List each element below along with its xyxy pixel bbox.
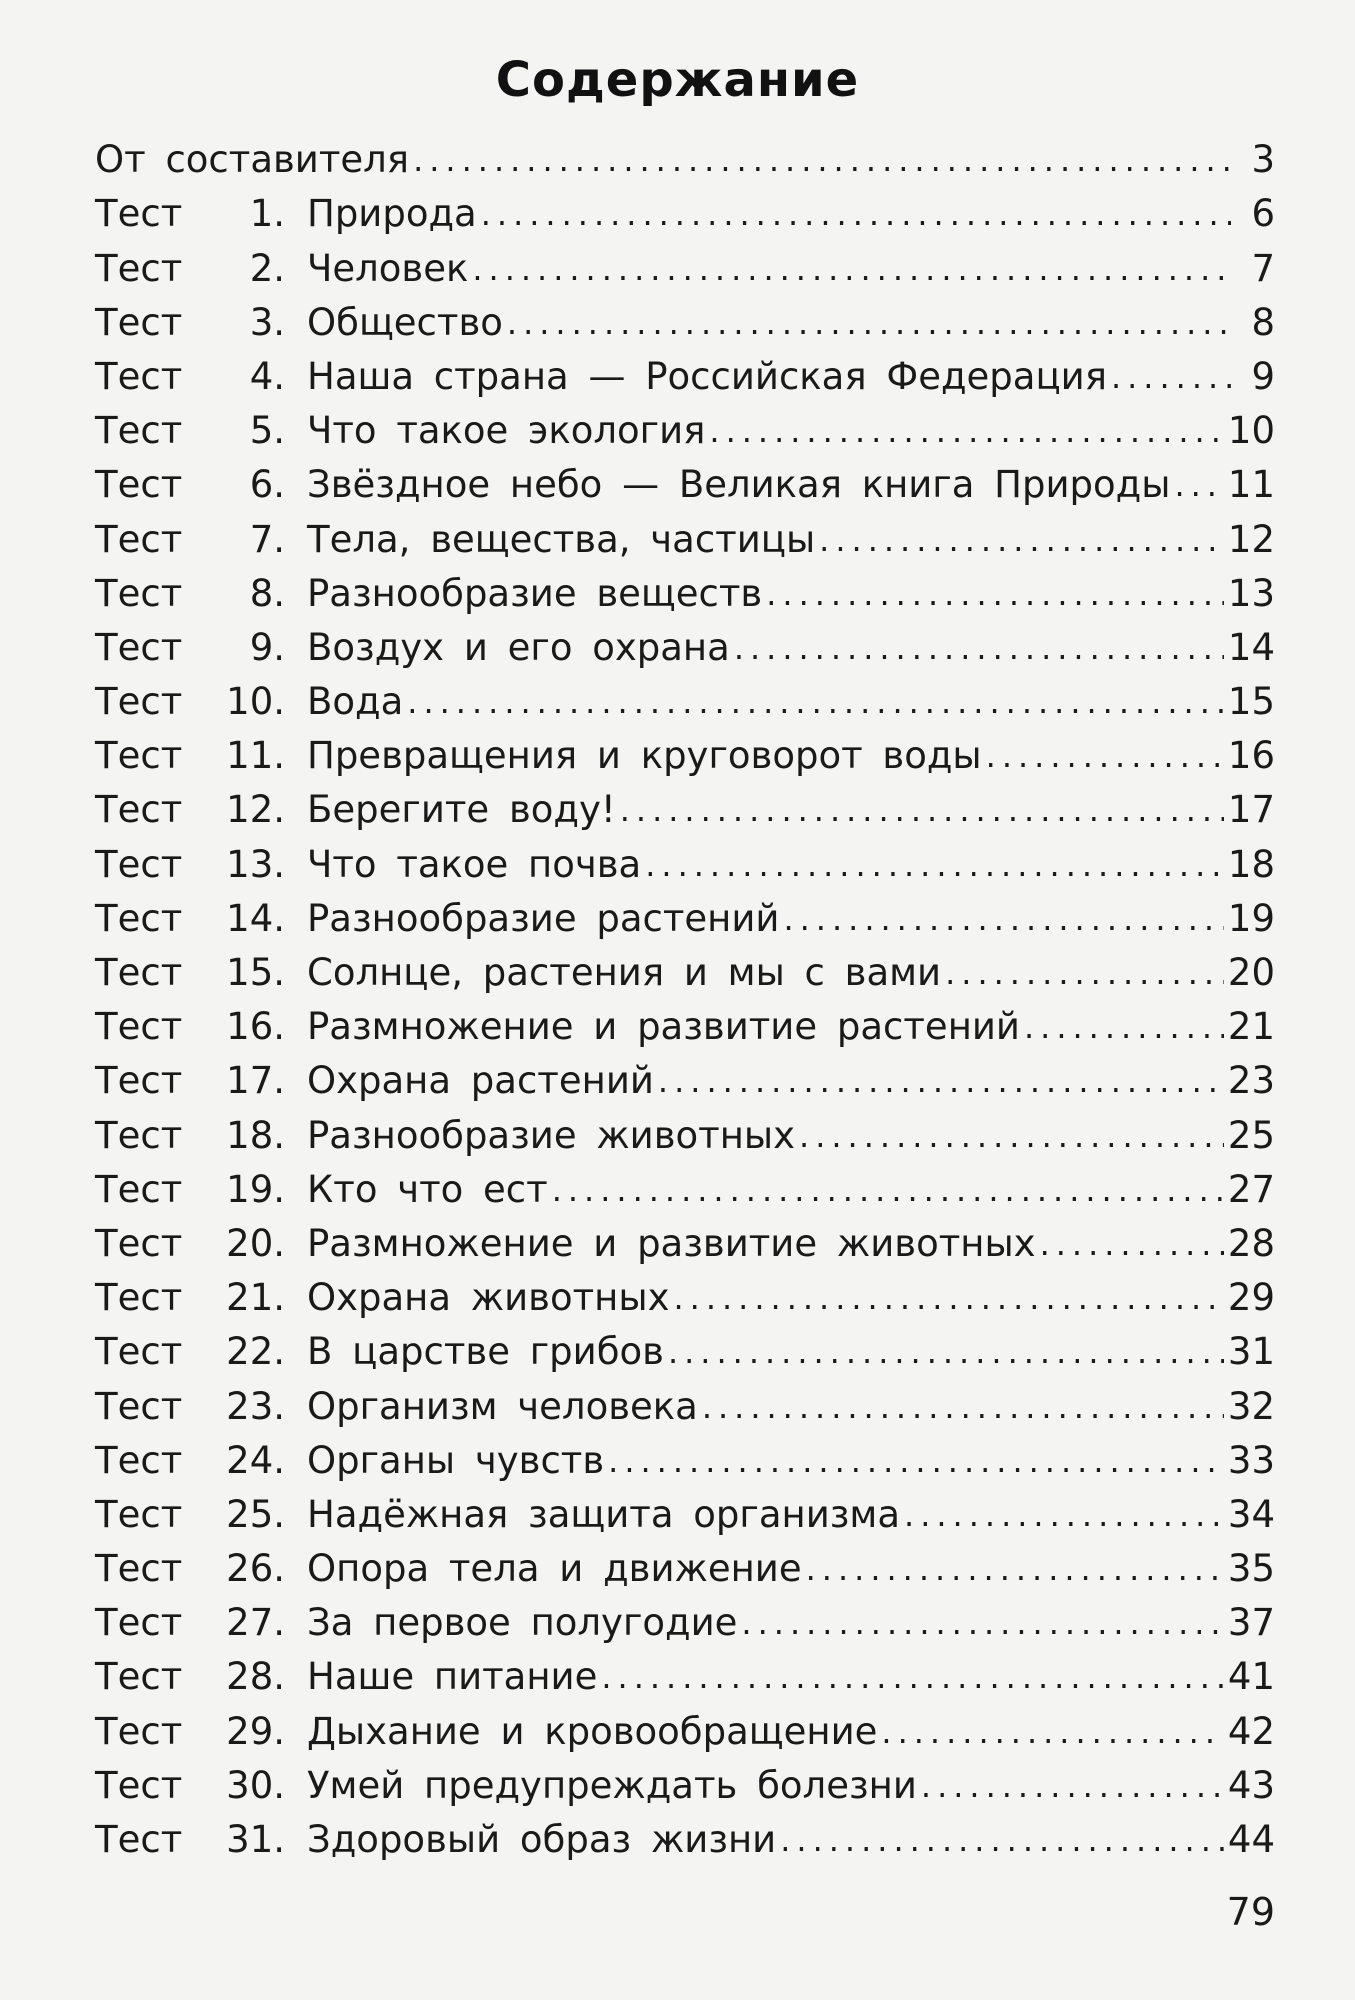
toc-entry [95,1212,1275,1266]
toc-entry [95,1483,1275,1537]
toc-entry-page: 11 [1227,463,1275,507]
toc-entry [95,291,1275,345]
toc-entry-prefix [95,1601,307,1645]
dot-leader [799,1114,1224,1158]
toc-entry-word: Тест [95,1438,183,1482]
toc-entry-page: 15 [1227,680,1275,724]
toc-entry [95,1699,1275,1753]
toc-entry-word: Тест [95,463,183,507]
toc-entry-page: 7 [1251,246,1275,290]
toc-entry-number: 18. [226,1113,285,1157]
toc-entry-prefix [95,1818,307,1862]
toc-entry-word: Тест [95,1221,183,1265]
dot-leader [601,1655,1224,1699]
toc-entry-page: 44 [1227,1818,1275,1861]
toc-entry [95,182,1275,236]
toc-entry-label: Природа [307,192,477,236]
toc-entry [95,1429,1275,1483]
dot-leader [608,1439,1224,1483]
toc-entry-prefix [95,1276,307,1320]
toc-entry-number: 15. [226,951,285,994]
toc-entry-label: Кто что ест [307,1167,548,1211]
toc-entry-label: Вода [307,680,404,724]
dot-leader [407,680,1224,724]
toc-entry-prefix [95,1710,307,1754]
toc-entry-page: 6 [1251,192,1275,236]
table-of-contents [95,128,1275,1862]
dot-leader [1040,1222,1224,1266]
toc-entry-label: Разнообразие растений [307,896,780,940]
toc-entry-number: 9. [249,625,285,669]
dot-leader [734,626,1224,670]
toc-entry-prefix [95,1764,307,1808]
toc-entry-label: Что такое экология [307,409,706,453]
toc-entry-word: Тест [95,788,183,832]
dot-leader [780,1818,1224,1862]
toc-entry-label: Звёздное небо — Великая книга Природы [307,463,1171,507]
toc-entry-label: Разнообразие животных [307,1113,796,1157]
toc-entry-number: 12. [226,788,285,832]
dot-leader [783,897,1223,941]
toc-entry [95,616,1275,670]
toc-entry-number: 2. [249,246,285,290]
toc-entry [95,1320,1275,1374]
toc-entry-label: Опора тела и движение [307,1547,802,1591]
toc-entry-label: От составителя [95,138,410,182]
toc-entry-label: Надёжная защита организма [307,1492,901,1536]
toc-entry-number: 13. [226,842,285,886]
dot-leader [507,301,1231,345]
toc-entry-label: Здоровый образ жизни [307,1818,777,1861]
toc-entry-number: 29. [226,1709,285,1753]
dot-leader [658,1059,1224,1103]
toc-entry-prefix [95,463,307,507]
toc-entry-page: 17 [1227,788,1275,832]
toc-entry [95,724,1275,778]
dot-leader [881,1710,1224,1754]
dot-leader [986,734,1224,778]
toc-entry [95,1049,1275,1103]
toc-entry-number: 8. [249,571,285,615]
toc-entry-page: 42 [1227,1709,1275,1753]
toc-entry-label: Умей предупреждать болезни [307,1763,917,1807]
toc-entry-page: 32 [1227,1384,1275,1428]
toc-entry-label: В царстве грибов [307,1330,664,1374]
toc-entry-prefix [95,355,307,399]
toc-entry-number: 4. [249,354,285,398]
toc-entry [95,562,1275,616]
toc-entry-page: 23 [1227,1059,1275,1103]
toc-entry-number: 1. [249,192,285,236]
toc-entry-number: 23. [226,1384,285,1428]
toc-entry-label: Органы чувств [307,1438,605,1482]
toc-entry-prefix [95,1114,307,1158]
toc-entry-page: 29 [1227,1276,1275,1320]
toc-entry-page: 25 [1227,1113,1275,1157]
toc-entry-prefix [95,1547,307,1591]
toc-entry-number: 6. [249,463,285,507]
toc-entry-number: 16. [226,1005,285,1049]
toc-entry-word: Тест [95,571,183,615]
toc-entry-word: Тест [95,1655,183,1699]
toc-entry [95,1266,1275,1320]
toc-entry-word: Тест [95,1818,183,1861]
toc-entry-number: 14. [226,896,285,940]
toc-entry [95,1158,1275,1212]
dot-leader [819,518,1224,562]
toc-entry-label: Воздух и его охрана [307,625,730,669]
toc-entry-page: 9 [1251,354,1275,398]
toc-entry [95,670,1275,724]
toc-entry-label: За первое полугодие [307,1601,738,1645]
toc-entry-number: 25. [226,1492,285,1536]
toc-entry-number: 22. [226,1330,285,1374]
toc-entry-number: 31. [226,1818,285,1861]
toc-entry-page: 31 [1227,1330,1275,1374]
toc-entry-word: Тест [95,1005,183,1049]
toc-entry-prefix [95,734,307,778]
toc-entry-word: Тест [95,246,183,290]
toc-entry-number: 19. [226,1167,285,1211]
toc-entry [95,507,1275,561]
toc-entry-label: Дыхание и кровообращение [307,1709,878,1753]
toc-entry [95,345,1275,399]
toc-entry-word: Тест [95,1059,183,1103]
toc-entry-number: 28. [226,1655,285,1699]
toc-entry-label: Охрана животных [307,1276,670,1320]
dot-leader [472,247,1231,291]
toc-entry-word: Тест [95,192,183,236]
toc-entry-prefix [95,951,307,995]
dot-leader [904,1493,1224,1537]
dot-leader [645,843,1224,887]
toc-entry-label: Человек [307,246,469,290]
toc-entry-word: Тест [95,896,183,940]
toc-entry-label: Размножение и развитие растений [307,1005,1020,1049]
toc-entry-prefix [95,788,307,832]
page-title: Содержание [495,52,860,108]
toc-entry-word: Тест [95,1384,183,1428]
toc-entry-page: 33 [1227,1438,1275,1482]
toc-entry-page: 10 [1227,409,1275,453]
toc-entry-page: 12 [1227,517,1275,561]
toc-entry-page: 8 [1251,300,1275,344]
toc-entry-label: Тела, вещества, частицы [307,517,816,561]
toc-entry-prefix [95,626,307,670]
toc-entry-prefix [95,1168,307,1212]
toc-entry-page: 34 [1227,1492,1275,1536]
toc-entry [95,832,1275,886]
toc-entry-prefix [95,1005,307,1049]
dot-leader [1174,463,1223,507]
toc-entry-word: Тест [95,1113,183,1157]
toc-entry-prefix [95,1655,307,1699]
toc-entry-prefix [95,409,307,453]
toc-entry-page: 28 [1227,1221,1275,1265]
toc-entry-number: 10. [226,680,285,724]
dot-leader [413,138,1231,182]
toc-entry-prefix [95,1439,307,1483]
toc-entry-label: Превращения и круговорот воды [307,734,982,778]
toc-entry-word: Тест [95,1547,183,1591]
toc-entry-number: 24. [226,1438,285,1482]
toc-entry-number: 21. [226,1276,285,1320]
dot-leader [921,1764,1224,1808]
toc-entry-label: Наша страна — Российская Федерация [307,354,1107,398]
toc-entry-word: Тест [95,1167,183,1211]
toc-entry-prefix [95,572,307,616]
toc-entry-prefix [95,1385,307,1429]
toc-entry [95,399,1275,453]
toc-entry-page: 13 [1227,571,1275,615]
toc-entry-intro [95,128,1275,182]
toc-entry-page: 35 [1227,1547,1275,1591]
toc-entry-number: 17. [226,1059,285,1103]
toc-entry-number: 26. [226,1547,285,1591]
toc-entry [95,1645,1275,1699]
toc-entry-label: Разнообразие веществ [307,571,763,615]
toc-entry-word: Тест [95,1763,183,1807]
toc-entry-prefix [95,1222,307,1266]
toc-entry [95,1103,1275,1157]
dot-leader [668,1330,1224,1374]
toc-entry-prefix [95,897,307,941]
toc-entry-prefix [95,1493,307,1537]
toc-entry-word: Тест [95,354,183,398]
toc-entry-word: Тест [95,517,183,561]
toc-entry [95,1374,1275,1428]
toc-entry-page: 37 [1227,1601,1275,1645]
toc-entry-label: Солнце, растения и мы с вами [307,951,942,994]
dot-leader [741,1601,1223,1645]
dot-leader [945,951,1224,995]
toc-entry [95,887,1275,941]
toc-entry-label: Берегите воду! [307,788,616,832]
toc-entry-number: 3. [249,300,285,344]
toc-entry-page: 16 [1227,734,1275,778]
toc-entry [95,1754,1275,1808]
toc-entry-word: Тест [95,1709,183,1753]
toc-entry-prefix [95,301,307,345]
toc-entry-number: 7. [249,517,285,561]
dot-leader [481,192,1231,236]
toc-entry-prefix [95,1059,307,1103]
toc-entry-prefix [95,518,307,562]
toc-entry-number: 11. [226,734,285,778]
toc-entry-number: 20. [226,1221,285,1265]
toc-entry [95,1591,1275,1645]
toc-entry-word: Тест [95,1330,183,1374]
toc-entry-page: 20 [1227,951,1275,994]
dot-leader [673,1276,1223,1320]
toc-entry-word: Тест [95,625,183,669]
toc-entry [95,1808,1275,1862]
toc-entry-prefix [95,843,307,887]
dot-leader [620,788,1224,832]
dot-leader [709,409,1224,453]
dot-leader [1024,1005,1224,1049]
dot-leader [552,1168,1224,1212]
toc-entry-word: Тест [95,300,183,344]
toc-entry-prefix [95,192,307,236]
toc-entry-label: Размножение и развитие животных [307,1221,1036,1265]
toc-entry-label: Наше питание [307,1655,598,1699]
toc-entry [95,941,1275,995]
toc-entry-number: 5. [249,409,285,453]
toc-entry-page: 41 [1227,1655,1275,1699]
dot-leader [806,1547,1224,1591]
toc-entry-prefix [95,247,307,291]
toc-entry [95,1537,1275,1591]
toc-entry-word: Тест [95,1276,183,1320]
dot-leader [702,1385,1224,1429]
toc-entry-page: 3 [1251,138,1275,182]
toc-entry [95,453,1275,507]
toc-entry-page: 27 [1227,1167,1275,1211]
toc-entry-word: Тест [95,951,183,994]
toc-entry-page: 18 [1227,842,1275,886]
toc-entry-page: 14 [1227,625,1275,669]
toc-entry-page: 21 [1227,1005,1275,1049]
toc-entry [95,995,1275,1049]
toc-entry-label: Общество [307,300,503,344]
toc-entry-number: 27. [226,1601,285,1645]
toc-entry [95,236,1275,290]
toc-entry-prefix [95,1330,307,1374]
toc-entry-word: Тест [95,842,183,886]
toc-entry-label: Что такое почва [307,842,642,886]
dot-leader [766,572,1224,616]
toc-entry-word: Тест [95,409,183,453]
toc-entry-word: Тест [95,734,183,778]
toc-entry-label: Организм человека [307,1384,698,1428]
toc-entry [95,778,1275,832]
toc-entry-prefix [95,680,307,724]
toc-entry-word: Тест [95,1492,183,1536]
toc-entry-word: Тест [95,680,183,724]
toc-entry-page: 43 [1227,1763,1275,1807]
dot-leader [1111,355,1231,399]
toc-entry-number: 30. [226,1763,285,1807]
toc-entry-word: Тест [95,1601,183,1645]
toc-entry-label: Охрана растений [307,1059,654,1103]
toc-entry-page: 19 [1227,896,1275,940]
page-number: 79 [1226,1890,1275,1934]
